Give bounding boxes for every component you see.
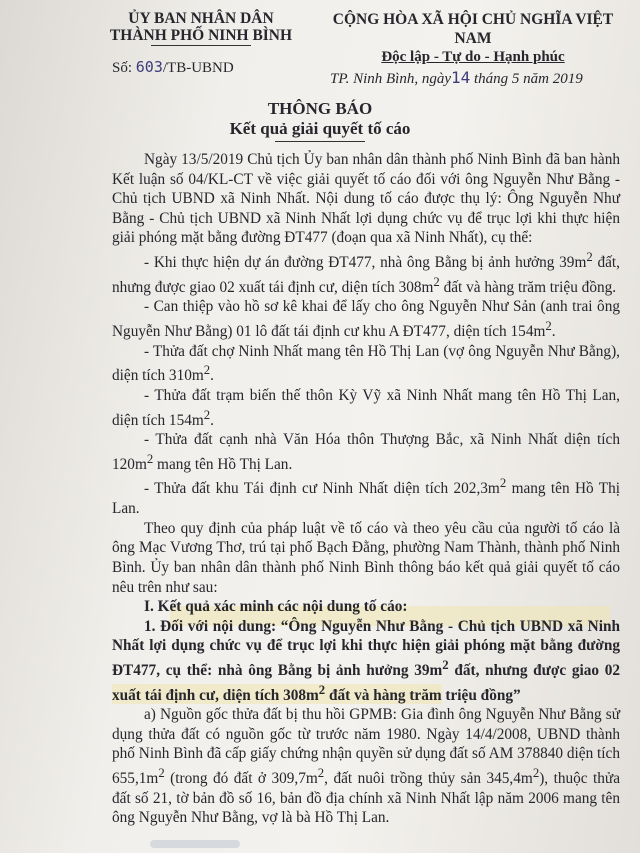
bullet-item: - Thửa đất trạm biến thế thôn Kỳ Vỹ xã Ninh Nhất mang tên Hồ Thị Lan, diện tích $154m^2$.: [112, 386, 620, 429]
org-name-line1: ỦY BAN NHÂN DÂN: [128, 10, 274, 27]
paragraph-land-origin: a) Nguồn gốc thửa đất bị thu hồi GPMB: Gia đình ông Nguyễn Như Bằng sử dụng thửa đất có nguồn gốc từ trước năm 1980. Ngày 14/4/2008, UBND thành phố Ninh Bình đã cấp giấy chứng nhận quyền sử dụng đất số AM 378840 diện tích $655,1m^2$ (trong đó đất ở $309,7m^2$, đất nuôi trồng thủy sản $345,4m^2$), thuộc thửa đất số 21, tờ bản đồ số 16, bản đồ địa chính xã Ninh Nhất lập năm 2006 mang tên ông Nguyễn Như Bằng, vợ là bà Hồ Thị Lan.: [112, 706, 620, 827]
paragraph-intro: Ngày 13/5/2019 Chủ tịch Ủy ban nhân dân thành phố Ninh Bình đã ban hành Kết luận số 04/KL-CT về việc giải quyết tố cáo đối với ông Nguyễn Như Bằng - Chủ tịch UBND xã Ninh Nhất. Nội dung tố cáo được thụ lý: Ông Nguyễn Như Bằng - Chủ tịch UBND xã Ninh Nhất lợi dụng chức vụ để trục lợi khi thực hiện giải phóng mặt bằng đường ĐT477 (đoạn qua xã Ninh Nhất), cụ thể:: [112, 151, 620, 247]
document-date: TP. Ninh Bình, ngày14 tháng 5 năm 2019: [330, 68, 583, 87]
bullet-item: - Thửa đất khu Tái định cư Ninh Nhất diện tích $202,3m^2$ mang tên Hồ Thị Lan.: [112, 476, 620, 518]
handwritten-number: 603: [135, 58, 163, 76]
issuing-organization: [96, 10, 306, 46]
bullet-item: - Thửa đất cạnh nhà Văn Hóa thôn Thượng Bắc, xã Ninh Nhất diện tích $120m^2$ mang tên Hồ Thị Lan.: [112, 431, 620, 473]
bullet-item: - Thửa đất chợ Ninh Nhất mang tên Hồ Thị Lan (vợ ông Nguyễn Như Bằng), diện tích $310m^2$.: [112, 342, 620, 385]
section-heading: I. Kết quả xác minh các nội dung tố cáo:: [144, 598, 408, 616]
org-name-line2: THÀNH PHỐ NINH BÌNH: [109, 27, 293, 44]
national-motto: Độc lập - Tự do - Hạnh phúc: [381, 49, 565, 65]
document-title: THÔNG BÁO: [267, 99, 373, 118]
content-item-heading: 1. Đối với nội dung: “Ông Nguyễn Như Bằng - Chủ tịch UBND xã Ninh Nhất lợi dụng chức vụ để trục lợi khi thực hiện giải phóng mặt bằng đường ĐT477, cụ thể: nhà ông Bằng bị ảnh hưởng $39m^2$ đất, nhưng được giao 02 xuất tái định cư, diện tích $308m^2$ đất và hàng trăm triệu đồng”: [112, 617, 621, 704]
bullet-item: - Khi thực hiện dự án đường ĐT477, nhà ông Bằng bị ảnh hưởng $39m^2$ đất, nhưng được giao 02 xuất tái định cư, diện tích $308m^2$ đất và hàng trăm triệu đồng.: [112, 249, 620, 296]
paragraph-legal-basis: Theo quy định của pháp luật về tố cáo và theo yêu cầu của người tố cáo là ông Mạc Vương Thơ, trú tại phố Bạch Đằng, phường Nam Thành, thành phố Ninh Bình. Ủy ban nhân dân thành phố Ninh Bình thông báo kết quả giải quyết tố cáo nêu trên như sau:: [112, 519, 620, 596]
document-subtitle: Kết quả giải quyết tố cáo: [0, 119, 640, 142]
national-header: [318, 10, 628, 67]
handwritten-day: 14: [450, 68, 471, 87]
ink-smudge: [150, 840, 240, 848]
country-name: CỘNG HÒA XÃ HỘI CHỦ NGHĨA VIỆT NAM: [332, 11, 614, 47]
org-underline: [151, 45, 251, 46]
document-body: [112, 150, 620, 828]
bullet-item: - Can thiệp vào hồ sơ kê khai để lấy cho ông Nguyễn Như Sản (anh trai ông Nguyễn Như Bằng) 01 lô đất tái định cư khu A ĐT477, diện tích $154m^2$.: [112, 298, 620, 341]
document-number: Số: 603/TB-UBND: [112, 58, 234, 76]
